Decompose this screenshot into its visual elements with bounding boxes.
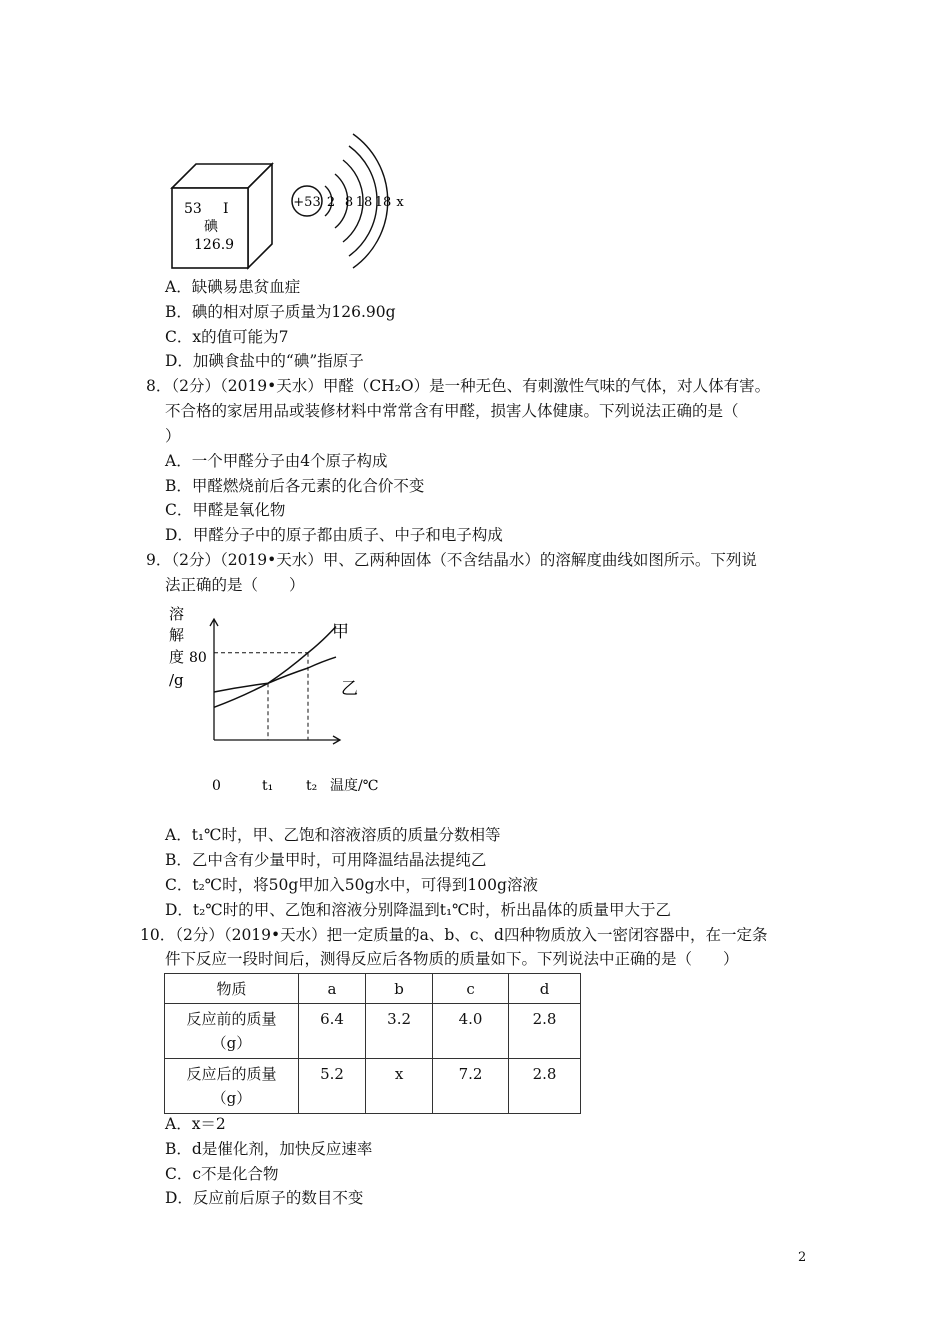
q8-stem-line2: 不合格的家居用品或装修材料中常常含有甲醛，损害人体健康。下列说法正确的是（ [165, 402, 739, 420]
q9-option-d: D．t₂℃时的甲、乙饱和溶液分别降温到t₁℃时，析出晶体的质量甲大于乙 [165, 901, 671, 919]
element-name: 碘 [204, 219, 218, 235]
y-label-1: 溶 [169, 605, 185, 623]
q10-stem-line2: 件下反应一段时间后，测得反应后各物质的质量如下。下列说法中正确的是（ ） [165, 950, 739, 968]
iodine-option-d: D．加碘食盐中的“碘”指原子 [165, 352, 364, 370]
table-cell: 2.8 [509, 1004, 581, 1059]
shell-3-electrons: 18 [355, 195, 373, 210]
q8-stem-line3: ） [165, 427, 181, 445]
shell-1-electrons: 2 [326, 195, 336, 210]
nucleus-charge: +53 [293, 195, 321, 210]
row-label-text: 反应后的质量 [186, 1065, 277, 1083]
table-cell: 7.2 [433, 1059, 509, 1114]
row-label-text: 反应前的质量 [186, 1010, 277, 1028]
x-tick-t2: t₂ [306, 778, 318, 794]
y-tick-80: 80 [189, 650, 207, 666]
iodine-option-b: B．碘的相对原子质量为126.90g [165, 303, 396, 321]
table-cell: 6.4 [298, 1004, 365, 1059]
q8-option-b: B．甲醛燃烧前后各元素的化合价不变 [165, 477, 425, 495]
x-tick-t1: t₁ [262, 778, 274, 794]
iodine-atom-structure [285, 120, 415, 270]
iodine-option-c: C．x的值可能为7 [165, 328, 289, 346]
shell-5-electrons: x [396, 195, 404, 210]
series-yi-label: 乙 [341, 679, 358, 699]
page-number: 2 [798, 1250, 807, 1265]
q10-option-d: D．反应前后原子的数目不变 [165, 1189, 364, 1207]
q9-option-b: B．乙中含有少量甲时，可用降温结晶法提纯乙 [165, 851, 487, 869]
table-cell: 5.2 [298, 1059, 365, 1114]
q9-option-a: A．t₁℃时，甲、乙饱和溶液溶质的质量分数相等 [165, 826, 501, 844]
table-cell: 3.2 [366, 1004, 433, 1059]
table-row-label [165, 1059, 299, 1114]
table-cell: 4.0 [433, 1004, 509, 1059]
iodine-option-a: A．缺碘易患贫血症 [165, 278, 301, 296]
y-label-2: 解 [169, 626, 185, 644]
q8-option-d: D．甲醛分子中的原子都由质子、中子和电子构成 [165, 526, 503, 544]
q9-stem-line2: 法正确的是（ ） [165, 576, 305, 594]
table-row [165, 1004, 581, 1059]
table-cell: 2.8 [509, 1059, 581, 1114]
series-curve-jia [214, 627, 336, 708]
q9-option-c: C．t₂℃时，将50g甲加入50g水中，可得到100g溶液 [165, 876, 538, 894]
q10-option-c: C．c不是化合物 [165, 1165, 279, 1183]
row-label-unit: （g） [211, 1089, 252, 1107]
q10-stem-line1: 10．（2分）（2019•天水）把一定质量的a、b、c、d四种物质放入一密闭容器中，在一定条 [140, 926, 768, 944]
table-header-cell: c [433, 974, 509, 1004]
q10-option-b: B．d是催化剂，加快反应速率 [165, 1140, 373, 1158]
element-symbol: I [223, 201, 229, 217]
q9-stem-line1: 9．（2分）（2019•天水）甲、乙两种固体（不含结晶水）的溶解度曲线如图所示。下列说 [146, 551, 757, 569]
q8-option-c: C．甲醛是氧化物 [165, 501, 286, 519]
mass-data-table [164, 973, 581, 1114]
shell-2-electrons: 8 [344, 195, 354, 210]
series-jia-label: 甲 [332, 622, 349, 642]
x-axis-label: 温度/℃ [330, 778, 379, 794]
y-label-3: 度 [169, 648, 185, 666]
y-label-4: /g [169, 671, 184, 689]
table-header-cell: 物质 [165, 974, 299, 1004]
atomic-number: 53 [184, 201, 202, 217]
q8-stem-line1: 8．（2分）（2019•天水）甲醛（CH₂O）是一种无色、有刺激性气味的气体，对人体有害。 [146, 377, 771, 395]
solubility-chart [160, 600, 400, 805]
iodine-element-card [168, 160, 276, 270]
atomic-mass: 126.9 [194, 237, 235, 253]
table-header-row [165, 974, 581, 1004]
table-row-label [165, 1004, 299, 1059]
x-tick-0: 0 [212, 778, 221, 794]
table-cell: x [366, 1059, 433, 1114]
series-curve-yi [214, 657, 336, 692]
q8-option-a: A．一个甲醛分子由4个原子构成 [165, 452, 388, 470]
row-label-unit: （g） [211, 1034, 252, 1052]
table-row [165, 1059, 581, 1114]
table-header-cell: a [298, 974, 365, 1004]
table-header-cell: b [366, 974, 433, 1004]
table-header-cell: d [509, 974, 581, 1004]
shell-4-electrons: 18 [374, 195, 392, 210]
q10-option-a: A．x＝2 [165, 1115, 226, 1133]
